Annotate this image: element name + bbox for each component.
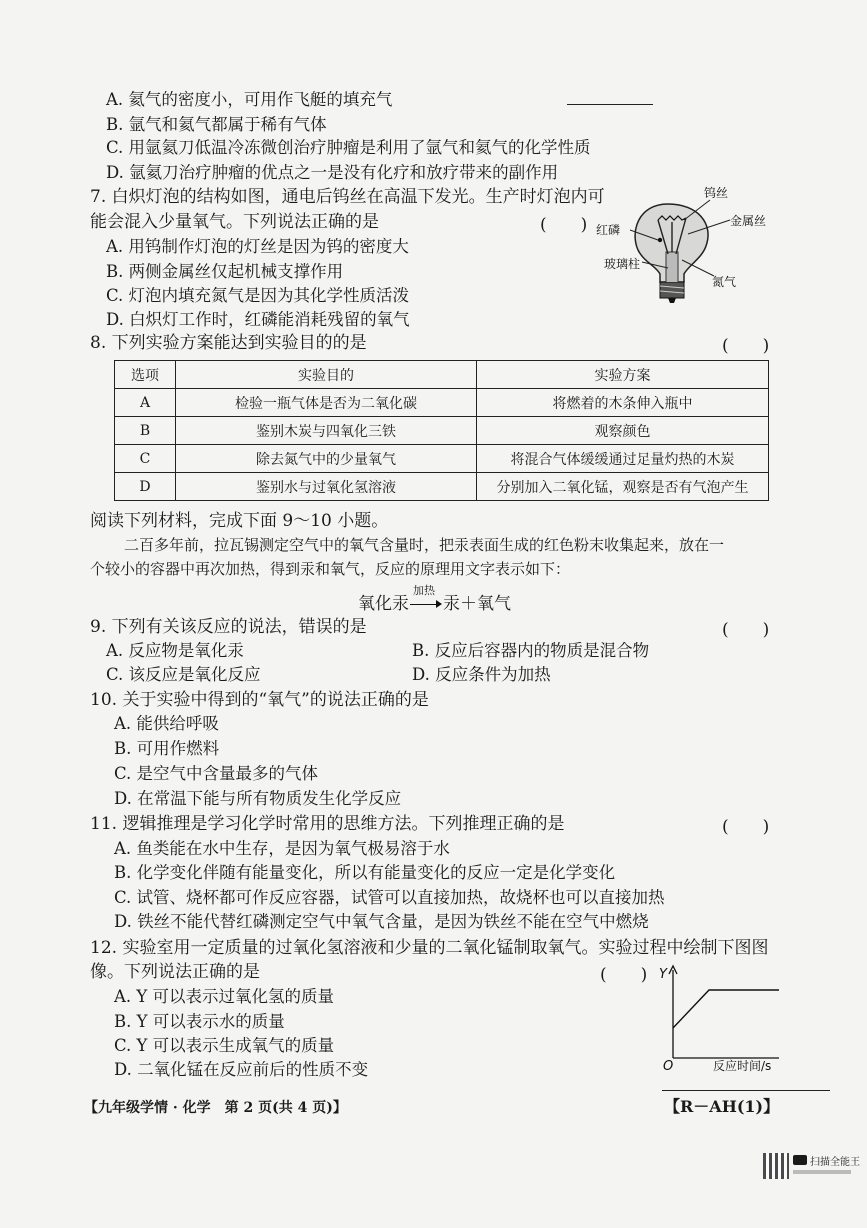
header-plan: 实验方案 xyxy=(477,361,769,389)
label-metal-wire: 金属丝 xyxy=(730,214,767,228)
row-purpose: 检验一瓶气体是否为二氧化碳 xyxy=(176,389,477,417)
row-purpose: 鉴别木炭与四氧化三铁 xyxy=(176,417,477,445)
scanner-logo-icon xyxy=(793,1155,807,1165)
label-nitrogen: 氮气 xyxy=(712,275,737,289)
footer-page-info: 【九年级学情 · 化学 第 2 页(共 4 页)】 xyxy=(84,1100,347,1116)
label-glass-post: 玻璃柱 xyxy=(604,257,641,271)
graph-curve xyxy=(673,990,779,1028)
graph-y-label: Y xyxy=(659,967,667,982)
q7-answer-paren: ( ) xyxy=(540,215,588,235)
q7-option-b: B. 两侧金属丝仅起机械支撑作用 xyxy=(106,262,344,281)
reading-intro: 阅读下列材料，完成下面 9～10 小题。 xyxy=(90,511,389,531)
q6-option-c: C. 用氩氦刀低温冷冻微创治疗肿瘤是利用了氩气和氦气的化学性质 xyxy=(106,138,591,157)
qr-code-icon xyxy=(763,1153,789,1179)
label-tungsten: 钨丝 xyxy=(704,186,729,200)
row-purpose: 鉴别水与过氧化氢溶液 xyxy=(176,473,477,501)
row-option: A xyxy=(115,389,176,417)
q6-option-a: A. 氦气的密度小，可用作飞艇的填充气 xyxy=(106,90,393,109)
row-plan: 将燃着的木条伸入瓶中 xyxy=(477,389,769,417)
table-header-row xyxy=(115,361,769,389)
reading-paragraph-line2: 个较小的容器中再次加热，得到汞和氧气，反应的原理用文字表示如下： xyxy=(90,560,571,578)
q11-answer-paren: ( ) xyxy=(722,817,770,837)
q10-option-c: C. 是空气中含量最多的气体 xyxy=(114,764,319,783)
table-row xyxy=(115,473,769,501)
q12-option-a: A. Y 可以表示过氧化氢的质量 xyxy=(114,987,335,1006)
q9-option-d: D. 反应条件为加热 xyxy=(412,665,551,684)
scanner-watermark xyxy=(763,1153,860,1183)
q6-option-d: D. 氩氦刀治疗肿瘤的优点之一是没有化疗和放疗带来的副作用 xyxy=(106,163,559,182)
experiment-table xyxy=(114,360,769,501)
answer-blank-line xyxy=(567,104,653,105)
q12-stem-line2: 像。下列说法正确的是 xyxy=(90,962,260,982)
q11-stem: 11. 逻辑推理是学习化学时常用的思维方法。下列推理正确的是 xyxy=(90,814,565,834)
q7-stem-line1: 7. 白炽灯泡的结构如图，通电后钨丝在高温下发光。生产时灯泡内可 xyxy=(90,187,605,207)
equation-reactant: 氧化汞 xyxy=(358,594,409,614)
row-option: B xyxy=(115,417,176,445)
light-bulb-diagram xyxy=(590,182,775,304)
table-row xyxy=(115,417,769,445)
q11-option-a: A. 鱼类能在水中生存，是因为氧气极易溶于水 xyxy=(114,839,450,858)
label-red-phosphorus: 红磷 xyxy=(596,223,621,237)
q12-option-d: D. 二氧化锰在反应前后的性质不变 xyxy=(114,1060,369,1079)
q8-stem: 8. 下列实验方案能达到实验目的的是 xyxy=(90,333,367,353)
bulb-base xyxy=(660,282,684,298)
q12-answer-paren: ( ) xyxy=(600,965,648,985)
glass-post xyxy=(666,252,678,282)
q12-graph xyxy=(655,962,785,1072)
row-purpose: 除去氮气中的少量氧气 xyxy=(176,445,477,473)
header-purpose: 实验目的 xyxy=(176,361,477,389)
q9-option-b: B. 反应后容器内的物质是混合物 xyxy=(412,641,650,660)
row-plan: 观察颜色 xyxy=(477,417,769,445)
q9-option-a: A. 反应物是氧化汞 xyxy=(106,641,244,660)
row-plan: 分别加入二氧化锰，观察是否有气泡产生 xyxy=(477,473,769,501)
q7-option-a: A. 用钨制作灯泡的灯丝是因为钨的密度大 xyxy=(106,237,409,256)
scanner-subtitle-line xyxy=(793,1170,851,1174)
table-row xyxy=(115,445,769,473)
q7-option-c: C. 灯泡内填充氮气是因为其化学性质活泼 xyxy=(106,286,410,305)
q10-stem: 10. 关于实验中得到的“氧气”的说法正确的是 xyxy=(90,690,429,710)
footer-divider xyxy=(662,1090,830,1091)
q10-option-d: D. 在常温下能与所有物质发生化学反应 xyxy=(114,789,402,808)
q10-option-a: A. 能供给呼吸 xyxy=(114,714,219,733)
q12-option-c: C. Y 可以表示生成氧气的质量 xyxy=(114,1036,335,1055)
equation-condition: 加热 xyxy=(413,584,435,597)
scanner-brand: 扫描全能王 xyxy=(810,1157,860,1168)
graph-origin-label: O xyxy=(663,1059,674,1072)
q12-stem-line1: 12. 实验室用一定质量的过氧化氢溶液和少量的二氧化锰制取氧气。实验过程中绘制下图图 xyxy=(90,938,769,958)
q7-stem-line2: 能会混入少量氧气。下列说法正确的是 xyxy=(90,212,379,232)
equation-arrow-head xyxy=(436,600,442,608)
q9-answer-paren: ( ) xyxy=(722,620,770,640)
q10-option-b: B. 可用作燃料 xyxy=(114,739,220,758)
row-option: D xyxy=(115,473,176,501)
table-row xyxy=(115,389,769,417)
footer-code: 【R－AH(1)】 xyxy=(664,1097,780,1116)
row-plan: 将混合气体缓缓通过足量灼热的木炭 xyxy=(477,445,769,473)
q9-stem: 9. 下列有关该反应的说法，错误的是 xyxy=(90,617,367,637)
row-option: C xyxy=(115,445,176,473)
graph-x-label: 反应时间/s xyxy=(713,1059,772,1072)
equation-products: 汞＋氧气 xyxy=(443,594,511,614)
q11-option-d: D. 铁丝不能代替红磷测定空气中氧气含量，是因为铁丝不能在空气中燃烧 xyxy=(114,912,649,931)
q8-answer-paren: ( ) xyxy=(722,336,770,356)
q7-option-d: D. 白炽灯工作时，红磷能消耗残留的氧气 xyxy=(106,310,410,329)
q6-option-b: B. 氩气和氦气都属于稀有气体 xyxy=(106,115,327,134)
q11-option-c: C. 试管、烧杯都可作反应容器，试管可以直接加热，故烧杯也可以直接加热 xyxy=(114,888,665,907)
q12-option-b: B. Y 可以表示水的质量 xyxy=(114,1012,285,1031)
reading-paragraph-line1: 二百多年前，拉瓦锡测定空气中的氧气含量时，把汞表面生成的红色粉末收集起来，放在一 xyxy=(124,536,725,554)
q11-option-b: B. 化学变化伴随有能量变化，所以有能量变化的反应一定是化学变化 xyxy=(114,863,616,882)
q9-option-c: C. 该反应是氧化反应 xyxy=(106,665,261,684)
header-option: 选项 xyxy=(115,361,176,389)
